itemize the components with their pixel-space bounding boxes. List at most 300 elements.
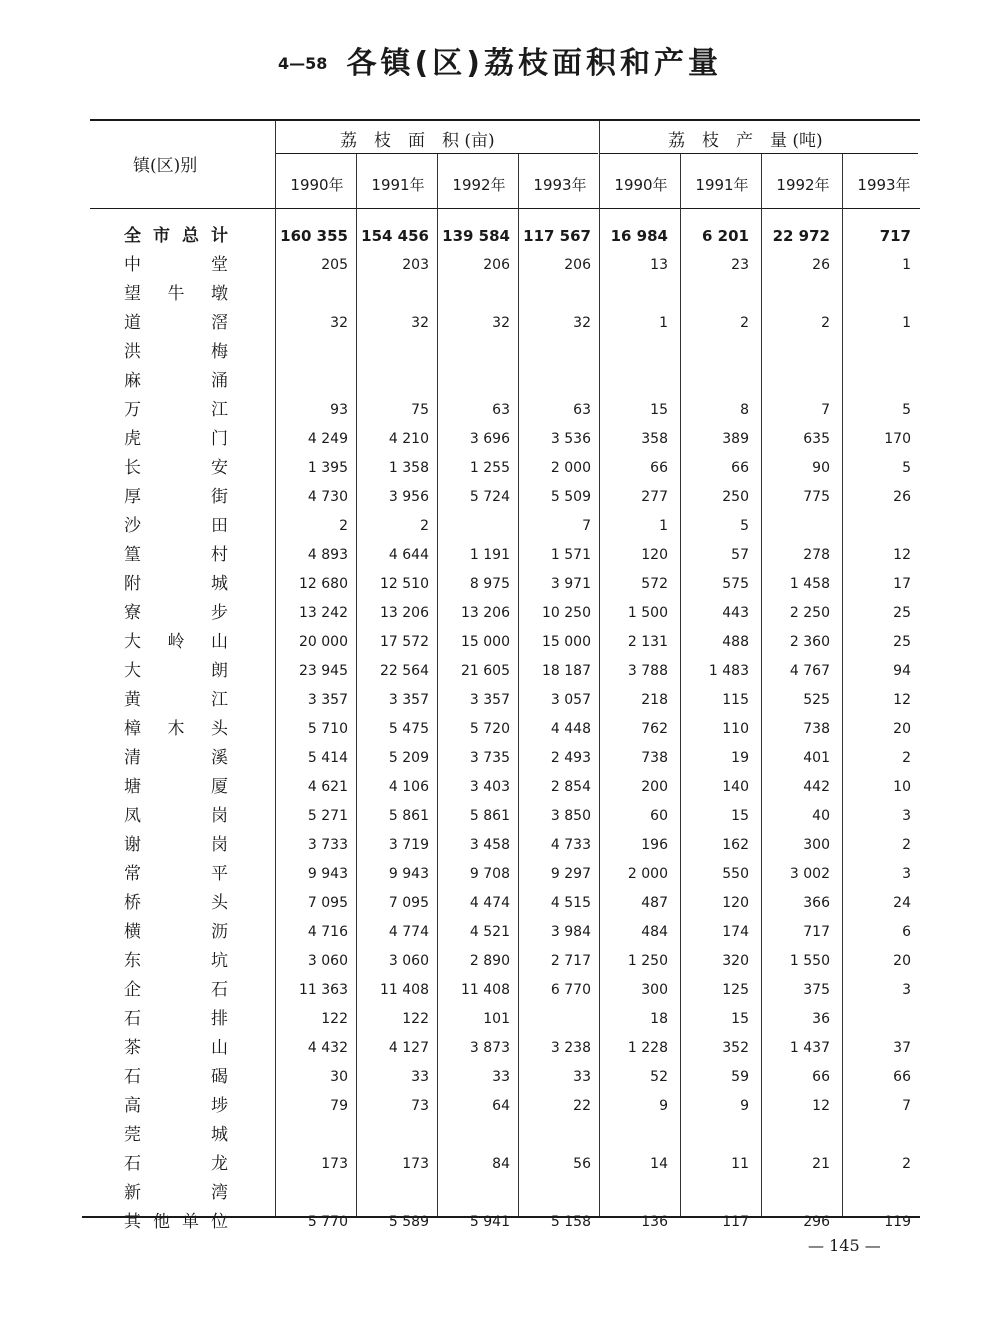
table-cell: 3: [902, 808, 911, 824]
town-name: 桥头: [124, 893, 228, 913]
table-cell: 3 788: [627, 663, 668, 679]
table-cell: 4 515: [550, 895, 591, 911]
table-cell: 375: [803, 982, 830, 998]
town-name: 附城: [124, 574, 228, 594]
table-cell: 5 861: [388, 808, 429, 824]
table-cell: 93: [330, 402, 348, 418]
table-cell: 11 363: [299, 982, 348, 998]
table-row: [0, 657, 1000, 686]
table-row: [0, 976, 1000, 1005]
table-cell: 8: [740, 402, 749, 418]
table-cell: 15: [731, 1011, 749, 1027]
table-cell: 2: [902, 837, 911, 853]
table-cell: 22 564: [380, 663, 429, 679]
table-cell: 120: [641, 547, 668, 563]
town-name: 石龙: [124, 1154, 228, 1174]
table-cell: 15 000: [542, 634, 591, 650]
table-cell: 5 720: [469, 721, 510, 737]
table-cell: 23: [731, 257, 749, 273]
table-cell: 9 943: [307, 866, 348, 882]
output-group-header: 荔 枝 产 量 (吨): [668, 131, 823, 151]
table-cell: 635: [803, 431, 830, 447]
table-cell: 2 131: [627, 634, 668, 650]
table-cell: 2: [420, 518, 429, 534]
header-bottom-rule: [90, 208, 920, 209]
town-name: 万江: [124, 400, 228, 420]
table-cell: 4 644: [388, 547, 429, 563]
table-cell: 5 770: [307, 1214, 348, 1230]
table-cell: 1 550: [789, 953, 830, 969]
table-cell: 13 242: [299, 605, 348, 621]
table-row: [0, 773, 1000, 802]
table-row: [0, 251, 1000, 280]
table-cell: 1: [902, 315, 911, 331]
table-cell: 12: [812, 1098, 830, 1114]
table-cell: 33: [492, 1069, 510, 1085]
table-row: [0, 599, 1000, 628]
table-title: [0, 38, 1000, 82]
table-cell: 10: [893, 779, 911, 795]
table-row: [0, 918, 1000, 947]
table-cell: 140: [722, 779, 749, 795]
table-cell: 1 255: [469, 460, 510, 476]
table-cell: 20: [893, 953, 911, 969]
table-cell: 64: [492, 1098, 510, 1114]
table-cell: 443: [722, 605, 749, 621]
table-cell: 21: [812, 1156, 830, 1172]
table-cell: 63: [492, 402, 510, 418]
table-cell: 40: [812, 808, 830, 824]
table-cell: 66: [650, 460, 668, 476]
year-header: 1992年: [776, 176, 830, 194]
town-name: 谢岗: [124, 835, 228, 855]
town-name: 茶山: [124, 1038, 228, 1058]
table-cell: 15: [650, 402, 668, 418]
table-cell: 3 002: [789, 866, 830, 882]
table-cell: 18 187: [542, 663, 591, 679]
table-cell: 6: [902, 924, 911, 940]
year-header: 1990年: [614, 176, 668, 194]
table-cell: 738: [803, 721, 830, 737]
table-cell: 525: [803, 692, 830, 708]
table-cell: 1 228: [627, 1040, 668, 1056]
table-cell: 1 458: [789, 576, 830, 592]
table-cell: 2: [902, 1156, 911, 1172]
table-cell: 12: [893, 692, 911, 708]
table-cell: 5 710: [307, 721, 348, 737]
table-cell: 1 395: [307, 460, 348, 476]
table-cell: 5 475: [388, 721, 429, 737]
table-cell: 79: [330, 1098, 348, 1114]
town-name: 沙田: [124, 516, 228, 536]
top-rule: [90, 119, 920, 121]
table-cell: 717: [879, 227, 911, 245]
table-cell: 33: [573, 1069, 591, 1085]
table-cell: 101: [483, 1011, 510, 1027]
table-cell: 3 733: [307, 837, 348, 853]
table-cell: 3 696: [469, 431, 510, 447]
table-cell: 1 358: [388, 460, 429, 476]
table-cell: 1 500: [627, 605, 668, 621]
table-cell: 7 095: [388, 895, 429, 911]
table-cell: 15 000: [461, 634, 510, 650]
table-cell: 4 774: [388, 924, 429, 940]
table-cell: 160 355: [280, 227, 348, 245]
table-cell: 9: [740, 1098, 749, 1114]
table-cell: 4 249: [307, 431, 348, 447]
table-cell: 12 510: [380, 576, 429, 592]
total-row: [0, 222, 1000, 251]
row-label-header: 镇(区)别: [133, 156, 198, 176]
town-name: 樟木头: [124, 719, 228, 739]
town-name: 厚街: [124, 487, 228, 507]
table-cell: 5 209: [388, 750, 429, 766]
table-cell: 22 972: [772, 227, 830, 245]
town-name: 塘厦: [124, 777, 228, 797]
table-cell: 57: [731, 547, 749, 563]
town-name: 黄江: [124, 690, 228, 710]
table-cell: 110: [722, 721, 749, 737]
table-row: [0, 802, 1000, 831]
table-cell: 17: [893, 576, 911, 592]
table-cell: 200: [641, 779, 668, 795]
table-cell: 2 000: [627, 866, 668, 882]
table-cell: 5 941: [469, 1214, 510, 1230]
table-cell: 3 956: [388, 489, 429, 505]
table-cell: 117: [722, 1214, 749, 1230]
table-row: [0, 280, 1000, 309]
table-cell: 60: [650, 808, 668, 824]
table-cell: 3 357: [307, 692, 348, 708]
year-header: 1991年: [371, 176, 425, 194]
town-name: 篁村: [124, 545, 228, 565]
table-cell: 2 890: [469, 953, 510, 969]
table-cell: 119: [884, 1214, 911, 1230]
table-cell: 717: [803, 924, 830, 940]
table-cell: 26: [893, 489, 911, 505]
table-cell: 3 719: [388, 837, 429, 853]
town-name: 凤岗: [124, 806, 228, 826]
table-cell: 4 621: [307, 779, 348, 795]
table-cell: 5 158: [550, 1214, 591, 1230]
table-cell: 3 357: [469, 692, 510, 708]
table-cell: 11 408: [380, 982, 429, 998]
table-cell: 487: [641, 895, 668, 911]
table-cell: 20 000: [299, 634, 348, 650]
table-cell: 300: [803, 837, 830, 853]
table-cell: 4 106: [388, 779, 429, 795]
table-row: [0, 1121, 1000, 1150]
table-cell: 1 250: [627, 953, 668, 969]
table-cell: 174: [722, 924, 749, 940]
table-row: [0, 1063, 1000, 1092]
table-cell: 2: [821, 315, 830, 331]
table-row: [0, 1092, 1000, 1121]
table-cell: 9 297: [550, 866, 591, 882]
table-cell: 3 060: [388, 953, 429, 969]
table-cell: 250: [722, 489, 749, 505]
table-cell: 26: [812, 257, 830, 273]
area-group-header: 荔 枝 面 积 (亩): [340, 131, 495, 151]
table-cell: 5 414: [307, 750, 348, 766]
table-cell: 3 238: [550, 1040, 591, 1056]
table-cell: 4 474: [469, 895, 510, 911]
table-cell: 2 493: [550, 750, 591, 766]
town-name: 清溪: [124, 748, 228, 768]
table-cell: 2 360: [789, 634, 830, 650]
table-cell: 575: [722, 576, 749, 592]
table-cell: 4 733: [550, 837, 591, 853]
table-row: [0, 396, 1000, 425]
table-cell: 18: [650, 1011, 668, 1027]
town-name: 大岭山: [124, 632, 228, 652]
year-header: 1993年: [857, 176, 911, 194]
table-cell: 24: [893, 895, 911, 911]
table-cell: 122: [402, 1011, 429, 1027]
table-cell: 4 767: [789, 663, 830, 679]
table-cell: 16 984: [610, 227, 668, 245]
table-cell: 7 095: [307, 895, 348, 911]
table-cell: 4 127: [388, 1040, 429, 1056]
table-cell: 11 408: [461, 982, 510, 998]
table-cell: 20: [893, 721, 911, 737]
table-cell: 2: [740, 315, 749, 331]
town-name: 石碣: [124, 1067, 228, 1087]
table-cell: 162: [722, 837, 749, 853]
table-row: [0, 1150, 1000, 1179]
table-cell: 484: [641, 924, 668, 940]
table-cell: 1: [659, 518, 668, 534]
table-cell: 3 458: [469, 837, 510, 853]
town-name: 莞城: [124, 1125, 228, 1145]
table-cell: 366: [803, 895, 830, 911]
table-cell: 206: [483, 257, 510, 273]
year-header: 1991年: [695, 176, 749, 194]
town-name: 横沥: [124, 922, 228, 942]
table-cell: 25: [893, 605, 911, 621]
table-row: [0, 831, 1000, 860]
table-cell: 3 060: [307, 953, 348, 969]
table-cell: 3 403: [469, 779, 510, 795]
table-cell: 4 893: [307, 547, 348, 563]
table-cell: 3 357: [388, 692, 429, 708]
table-row: [0, 1034, 1000, 1063]
table-cell: 4 521: [469, 924, 510, 940]
table-cell: 19: [731, 750, 749, 766]
table-cell: 218: [641, 692, 668, 708]
table-cell: 21 605: [461, 663, 510, 679]
table-cell: 23 945: [299, 663, 348, 679]
town-name: 望牛墩: [124, 284, 228, 304]
table-cell: 170: [884, 431, 911, 447]
table-cell: 7: [821, 402, 830, 418]
table-row: [0, 889, 1000, 918]
page-number: — 145 —: [808, 1236, 881, 1255]
table-cell: 3 057: [550, 692, 591, 708]
table-cell: 203: [402, 257, 429, 273]
table-cell: 7: [902, 1098, 911, 1114]
table-cell: 13 206: [461, 605, 510, 621]
table-cell: 32: [330, 315, 348, 331]
table-cell: 7: [582, 518, 591, 534]
table-cell: 9: [659, 1098, 668, 1114]
table-cell: 488: [722, 634, 749, 650]
table-cell: 6 770: [550, 982, 591, 998]
table-cell: 389: [722, 431, 749, 447]
table-cell: 14: [650, 1156, 668, 1172]
table-cell: 5 589: [388, 1214, 429, 1230]
table-cell: 25: [893, 634, 911, 650]
table-cell: 12 680: [299, 576, 348, 592]
table-cell: 1: [659, 315, 668, 331]
table-cell: 4 432: [307, 1040, 348, 1056]
table-cell: 2 854: [550, 779, 591, 795]
table-title-text: 各镇(区)荔枝面积和产量: [346, 46, 722, 81]
table-cell: 84: [492, 1156, 510, 1172]
table-cell: 3: [902, 982, 911, 998]
table-number: 4—58: [278, 54, 328, 73]
table-cell: 3 850: [550, 808, 591, 824]
group-underline-output: [600, 153, 918, 154]
table-cell: 17 572: [380, 634, 429, 650]
table-cell: 8 975: [469, 576, 510, 592]
table-cell: 5: [902, 460, 911, 476]
table-row: [0, 860, 1000, 889]
table-cell: 277: [641, 489, 668, 505]
table-row: [0, 1005, 1000, 1034]
table-cell: 13 206: [380, 605, 429, 621]
table-cell: 3: [902, 866, 911, 882]
table-cell: 3 984: [550, 924, 591, 940]
table-cell: 59: [731, 1069, 749, 1085]
table-cell: 2 250: [789, 605, 830, 621]
table-cell: 154 456: [361, 227, 429, 245]
table-cell: 136: [641, 1214, 668, 1230]
table-cell: 1: [902, 257, 911, 273]
table-cell: 22: [573, 1098, 591, 1114]
year-header: 1990年: [290, 176, 344, 194]
table-row: [0, 454, 1000, 483]
table-row: [0, 1208, 1000, 1237]
table-cell: 320: [722, 953, 749, 969]
table-cell: 4 210: [388, 431, 429, 447]
table-cell: 66: [812, 1069, 830, 1085]
table-cell: 3 873: [469, 1040, 510, 1056]
table-cell: 139 584: [442, 227, 510, 245]
table-row: [0, 541, 1000, 570]
table-cell: 30: [330, 1069, 348, 1085]
table-row: [0, 947, 1000, 976]
table-row: [0, 686, 1000, 715]
table-row: [0, 570, 1000, 599]
table-cell: 66: [893, 1069, 911, 1085]
table-cell: 66: [731, 460, 749, 476]
table-cell: 6 201: [702, 227, 749, 245]
table-row: [0, 483, 1000, 512]
table-cell: 5 724: [469, 489, 510, 505]
year-header: 1993年: [533, 176, 587, 194]
table-cell: 5: [740, 518, 749, 534]
table-cell: 5: [902, 402, 911, 418]
town-name: 石排: [124, 1009, 228, 1029]
table-cell: 206: [564, 257, 591, 273]
table-cell: 572: [641, 576, 668, 592]
table-cell: 63: [573, 402, 591, 418]
table-cell: 2 717: [550, 953, 591, 969]
table-cell: 278: [803, 547, 830, 563]
table-cell: 300: [641, 982, 668, 998]
table-cell: 75: [411, 402, 429, 418]
table-cell: 37: [893, 1040, 911, 1056]
table-row: [0, 512, 1000, 541]
table-cell: 5 271: [307, 808, 348, 824]
table-cell: 1 191: [469, 547, 510, 563]
table-cell: 73: [411, 1098, 429, 1114]
table-cell: 117 567: [523, 227, 591, 245]
town-name: 企石: [124, 980, 228, 1000]
table-cell: 173: [402, 1156, 429, 1172]
table-row: [0, 309, 1000, 338]
table-cell: 36: [812, 1011, 830, 1027]
table-cell: 738: [641, 750, 668, 766]
town-name: 中堂: [124, 255, 228, 275]
table-cell: 2 000: [550, 460, 591, 476]
table-row: [0, 628, 1000, 657]
table-cell: 9 708: [469, 866, 510, 882]
table-cell: 401: [803, 750, 830, 766]
town-name: 虎门: [124, 429, 228, 449]
table-cell: 4 448: [550, 721, 591, 737]
table-cell: 3 735: [469, 750, 510, 766]
table-cell: 10 250: [542, 605, 591, 621]
table-cell: 4 730: [307, 489, 348, 505]
table-cell: 196: [641, 837, 668, 853]
table-cell: 550: [722, 866, 749, 882]
table-cell: 2: [902, 750, 911, 766]
table-cell: 94: [893, 663, 911, 679]
table-cell: 9 943: [388, 866, 429, 882]
table-cell: 442: [803, 779, 830, 795]
town-name: 全市总计: [124, 226, 228, 246]
town-name: 道滘: [124, 313, 228, 333]
town-name: 东坑: [124, 951, 228, 971]
town-name: 寮步: [124, 603, 228, 623]
table-row: [0, 338, 1000, 367]
table-cell: 32: [411, 315, 429, 331]
town-name: 其他单位: [124, 1212, 228, 1232]
town-name: 常平: [124, 864, 228, 884]
town-name: 高埗: [124, 1096, 228, 1116]
table-cell: 358: [641, 431, 668, 447]
table-cell: 90: [812, 460, 830, 476]
table-cell: 205: [321, 257, 348, 273]
town-name: 洪梅: [124, 342, 228, 362]
town-name: 长安: [124, 458, 228, 478]
table-cell: 52: [650, 1069, 668, 1085]
table-cell: 173: [321, 1156, 348, 1172]
table-cell: 13: [650, 257, 668, 273]
year-header: 1992年: [452, 176, 506, 194]
table-cell: 1 571: [550, 547, 591, 563]
town-name: 大朗: [124, 661, 228, 681]
table-cell: 33: [411, 1069, 429, 1085]
table-cell: 32: [492, 315, 510, 331]
town-name: 麻涌: [124, 371, 228, 391]
table-row: [0, 1179, 1000, 1208]
table-cell: 1 437: [789, 1040, 830, 1056]
table-cell: 4 716: [307, 924, 348, 940]
table-cell: 125: [722, 982, 749, 998]
